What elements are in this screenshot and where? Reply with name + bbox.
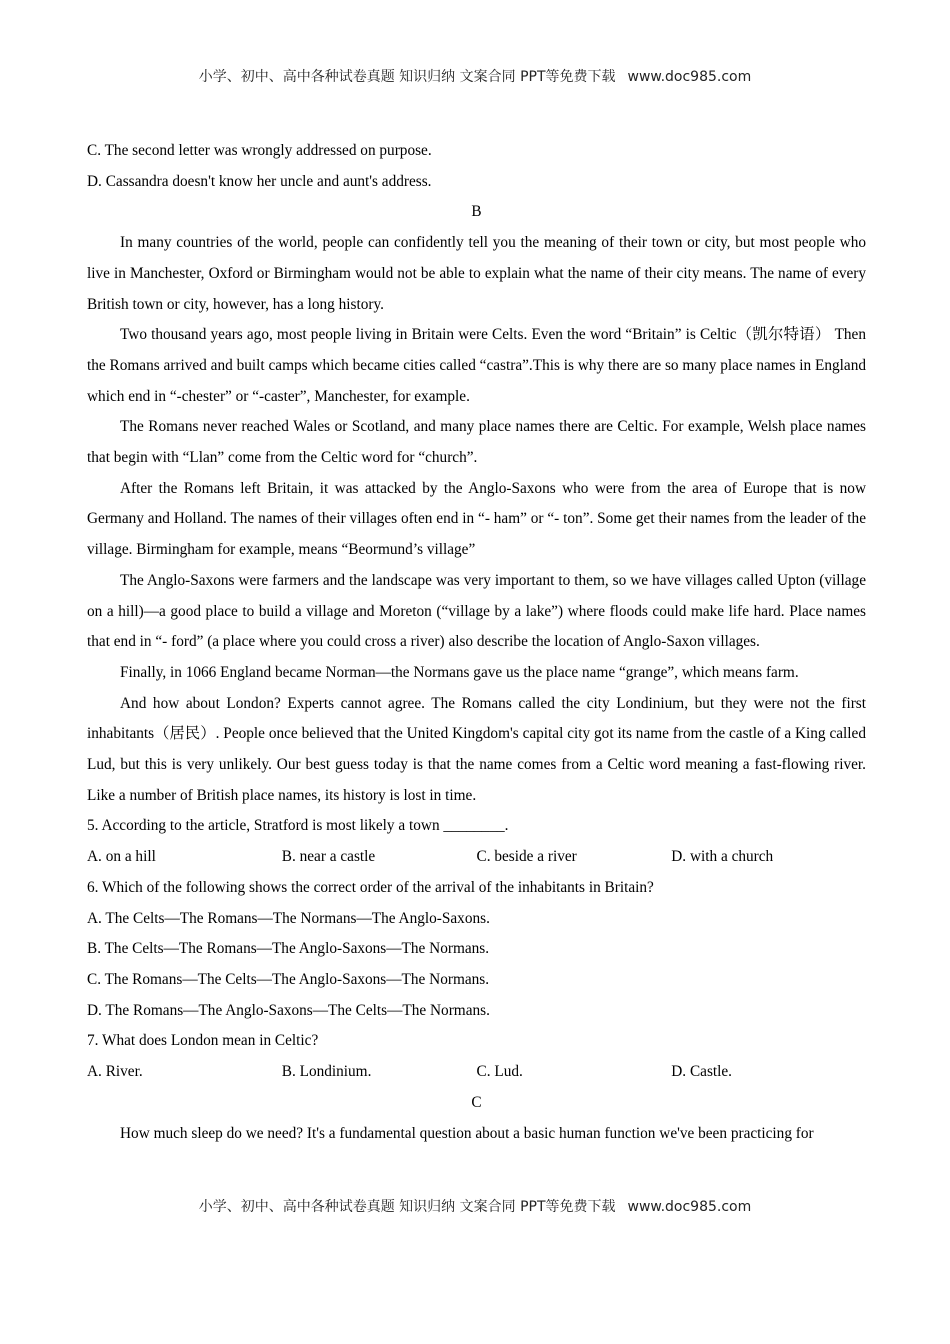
header-text: 小学、初中、高中各种试卷真题 知识归纳 文案合同 PPT等免费下载: [198, 69, 616, 85]
passage-b-paragraph-5: The Anglo-Saxons were farmers and the landscape was very important to them, so we have villages called Upton (village on a hill)—a good place to build a village and Moreton (“village by a lake”) where floods could make life hard. Place names that end in “- ford” (a place where you could cross a river) also describe the location of Anglo-Saxon villages.: [87, 571, 866, 651]
passage-b-paragraph-3: The Romans never reached Wales or Scotland, and many place names there are Celtic. For example, Welsh place names that begin with “Llan” come from the Celtic word for “church”.: [87, 418, 866, 467]
question-7-option-d: D. Castle.: [671, 1063, 733, 1081]
footer-url[interactable]: www.doc985.com: [627, 1199, 752, 1215]
question-7-option-a: A. River.: [87, 1063, 143, 1081]
passage-b-paragraph-4: After the Romans left Britain, it was attacked by the Anglo-Saxons who were from the area of Europe that is now Germany and Holland. The names of their villages often end in “- ham” or “- ton”. Some get their names from the leader of the village. Birmingham for example, means “Beormund’s village”: [87, 479, 866, 559]
question-5-option-c: C. beside a river: [476, 848, 577, 866]
document-body: [87, 136, 866, 1149]
passage-b-paragraph-6: Finally, in 1066 England became Norman—the Normans gave us the place name “grange”, which means farm.: [120, 663, 799, 681]
section-b-label: B: [471, 203, 482, 221]
question-6-option-b: B. The Celts—The Romans—The Anglo-Saxons—The Normans.: [87, 940, 490, 958]
passage-c-paragraph-1: How much sleep do we need? It's a fundamental question about a basic human function we've been practicing for: [120, 1124, 814, 1142]
passage-b-paragraph-7: And how about London? Experts cannot agree. The Romans called the city Londinium, but they were not the first inhabitants（居民）. People once believed that the United Kingdom's capital city got its name from the castle of a King called Lud, but this is very unlikely. Our best guess today is that the name comes from a Celtic word meaning a fast-flowing river. Like a number of British place names, its history is lost in time.: [87, 694, 866, 804]
question-6-option-d: D. The Romans—The Anglo-Saxons—The Celts—The Normans.: [87, 1001, 490, 1019]
passage-b-paragraph-2: Two thousand years ago, most people living in Britain were Celts. Even the word “Britain” is Celtic（凯尔特语） Then the Romans arrived and built camps which became cities called “castra”.This is why there are so many place names in England which end in “-chester” or “-caster”, Manchester, for example.: [87, 326, 866, 405]
question-5-option-a: A. on a hill: [87, 848, 156, 866]
section-c-label: C: [471, 1093, 482, 1111]
question-7-option-b: B. Londinium.: [281, 1063, 372, 1081]
footer-text: 小学、初中、高中各种试卷真题 知识归纳 文案合同 PPT等免费下载: [198, 1199, 616, 1215]
question-5-option-b: B. near a castle: [281, 848, 376, 866]
question-6-stem: 6. Which of the following shows the correct order of the arrival of the inhabitants in Britain?: [87, 878, 654, 896]
question-7-options: [87, 1057, 866, 1088]
option-c-prev: C. The second letter was wrongly addressed on purpose.: [87, 142, 432, 159]
question-7-option-c: C. Lud.: [476, 1063, 523, 1081]
passage-b-paragraph-1: In many countries of the world, people can confidently tell you the meaning of their town or city, but most people who live in Manchester, Oxford or Birmingham would not be able to explain what the name of their city means. The name of every British town or city, however, has a long history.: [87, 234, 866, 313]
question-6-option-c: C. The Romans—The Celts—The Anglo-Saxons—The Normans.: [87, 970, 490, 988]
page-footer: [0, 1196, 950, 1216]
question-5-options: [87, 842, 866, 873]
option-d-prev: D. Cassandra doesn't know her uncle and aunt's address.: [87, 172, 432, 190]
question-5-option-d: D. with a church: [671, 848, 774, 866]
question-6-option-a: A. The Celts—The Romans—The Normans—The Anglo-Saxons.: [87, 909, 490, 927]
question-5-stem: 5. According to the article, Stratford is most likely a town ________.: [87, 817, 509, 835]
header-url[interactable]: www.doc985.com: [627, 69, 752, 85]
question-7-stem: 7. What does London mean in Celtic?: [87, 1032, 319, 1050]
page-header: [0, 66, 950, 86]
